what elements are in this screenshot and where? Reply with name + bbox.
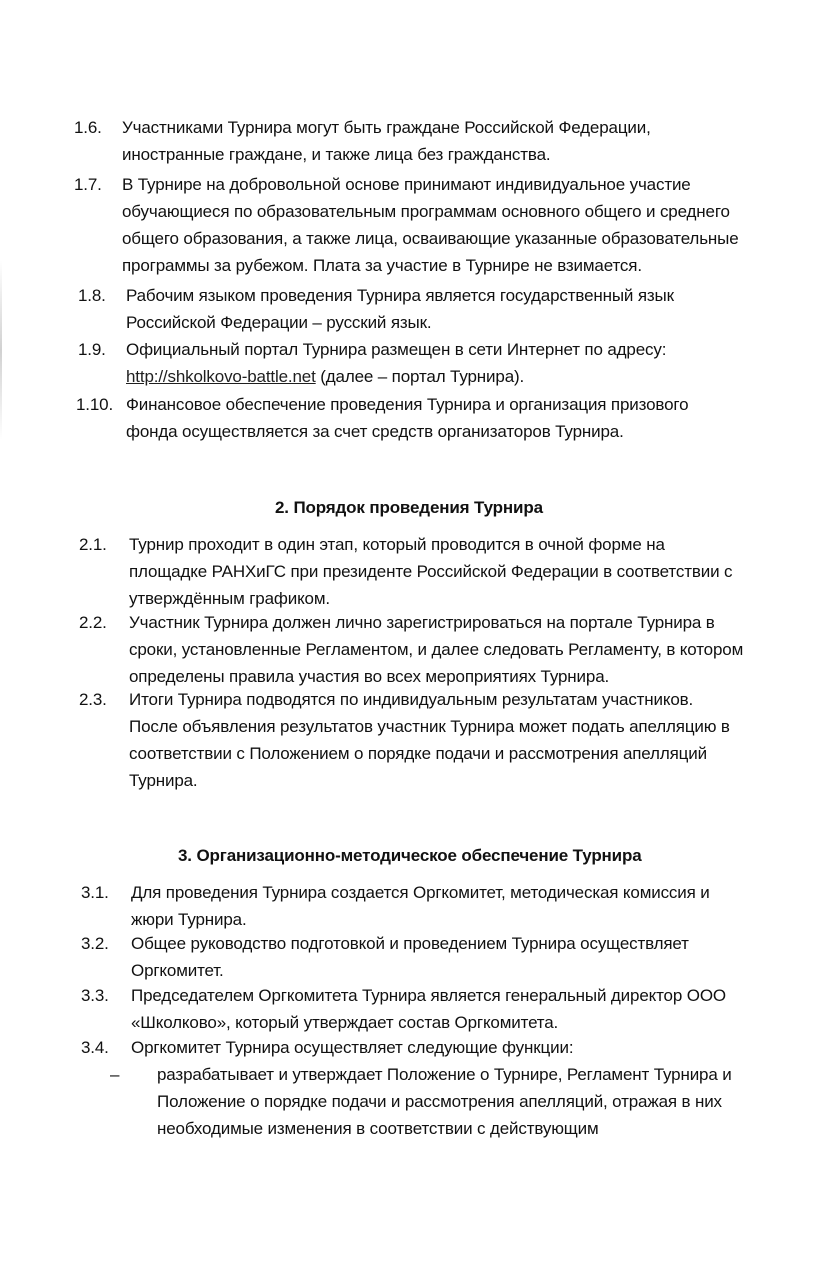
clause-1-10 <box>76 391 689 445</box>
clause-3-4-subitem <box>110 1061 732 1142</box>
clause-text-line: Рабочим языком проведения Турнира является государственный язык <box>126 286 674 305</box>
clause-text-line: Оргкомитет Турнира осуществляет следующие функции: <box>131 1038 574 1057</box>
clause-text-line: Турнира. <box>129 771 198 790</box>
clause-text-line: соответствии с Положением о порядке подачи и рассмотрения апелляций <box>129 744 707 763</box>
clause-text-line: жюри Турнира. <box>131 910 247 929</box>
clause-number: 2.3. <box>79 690 107 709</box>
subitem-text-line: Положение о порядке подачи и рассмотрения апелляций, отражая в них <box>157 1092 722 1111</box>
clause-text-line: фонда осуществляется за счет средств организаторов Турнира. <box>126 422 624 441</box>
dash-bullet: – <box>110 1065 120 1084</box>
clause-number: 1.8. <box>78 286 106 305</box>
clause-text-line: определены правила участия во всех мероприятиях Турнира. <box>129 667 610 686</box>
clause-text-line: Российской Федерации – русский язык. <box>126 313 432 332</box>
clause-text-line: Финансовое обеспечение проведения Турнира и организация призового <box>126 395 689 414</box>
clause-3-1 <box>81 879 710 933</box>
portal-link-suffix: (далее – портал Турнира). <box>315 367 525 386</box>
clause-number: 1.7. <box>74 175 102 194</box>
clause-2-1 <box>79 531 733 612</box>
clause-number: 3.4. <box>81 1038 109 1057</box>
subitem-text-line: необходимые изменения в соответствии с действующим <box>157 1119 599 1138</box>
clause-text-line: программы за рубежом. Плата за участие в Турнире не взимается. <box>122 256 642 275</box>
clause-number: 1.10. <box>76 395 114 414</box>
clause-text-line: сроки, установленные Регламентом, и далее следовать Регламенту, в котором <box>129 640 744 659</box>
section-2-heading: 2. Порядок проведения Турнира <box>275 498 543 517</box>
clause-1-6 <box>74 114 651 168</box>
clause-text-line: Председателем Оргкомитета Турнира является генеральный директор ООО <box>131 986 726 1005</box>
clause-2-2 <box>79 609 744 690</box>
clause-text-line: Итоги Турнира подводятся по индивидуальным результатам участников. <box>129 690 694 709</box>
clause-text-line: общего образования, а также лица, осваивающие указанные образовательные <box>122 229 739 248</box>
clause-text-line: Оргкомитет. <box>131 961 224 980</box>
clause-3-3 <box>81 982 726 1036</box>
section-3-heading: 3. Организационно-методическое обеспечение Турнира <box>178 846 642 865</box>
clause-text-line: Турнир проходит в один этап, который проводится в очной форме на <box>129 535 665 554</box>
clause-1-9 <box>78 336 667 390</box>
clause-3-2 <box>81 930 689 984</box>
clause-number: 3.1. <box>81 883 109 902</box>
clause-number: 1.6. <box>74 118 102 137</box>
clause-number: 3.2. <box>81 934 109 953</box>
clause-text-line: После объявления результатов участник Турнира может подать апелляцию в <box>129 717 730 736</box>
clause-number: 3.3. <box>81 986 109 1005</box>
clause-text-line: Участник Турнира должен лично зарегистрироваться на портале Турнира в <box>129 613 715 632</box>
clause-text-line: Официальный портал Турнира размещен в сети Интернет по адресу: <box>126 340 667 359</box>
clause-number: 1.9. <box>78 340 106 359</box>
clause-text-line: В Турнире на добровольной основе принимают индивидуальное участие <box>122 175 691 194</box>
clause-number: 2.1. <box>79 535 107 554</box>
portal-link[interactable]: http://shkolkovo-battle.net <box>126 367 316 386</box>
portal-line <box>126 363 666 390</box>
clause-1-8 <box>78 282 674 336</box>
clause-text-line: иностранные граждане, и также лица без гражданства. <box>122 145 551 164</box>
subitem-text-line: разрабатывает и утверждает Положение о Турнире, Регламент Турнира и <box>157 1065 732 1084</box>
clause-text-line: утверждённым графиком. <box>129 589 330 608</box>
clause-3-4 <box>81 1034 574 1061</box>
clause-text-line: Участниками Турнира могут быть граждане Российской Федерации, <box>122 118 651 137</box>
clause-1-7 <box>74 171 739 279</box>
clause-text-line: Для проведения Турнира создается Оргкомитет, методическая комиссия и <box>131 883 710 902</box>
clause-text-line: обучающиеся по образовательным программам основного общего и среднего <box>122 202 730 221</box>
clause-2-3 <box>79 686 730 794</box>
clause-number: 2.2. <box>79 613 107 632</box>
clause-text-line: Общее руководство подготовкой и проведением Турнира осуществляет <box>131 934 689 953</box>
clause-text-line: «Школково», который утверждает состав Оргкомитета. <box>131 1013 559 1032</box>
clause-text-line: площадке РАНХиГС при президенте Российской Федерации в соответствии с <box>129 562 733 581</box>
